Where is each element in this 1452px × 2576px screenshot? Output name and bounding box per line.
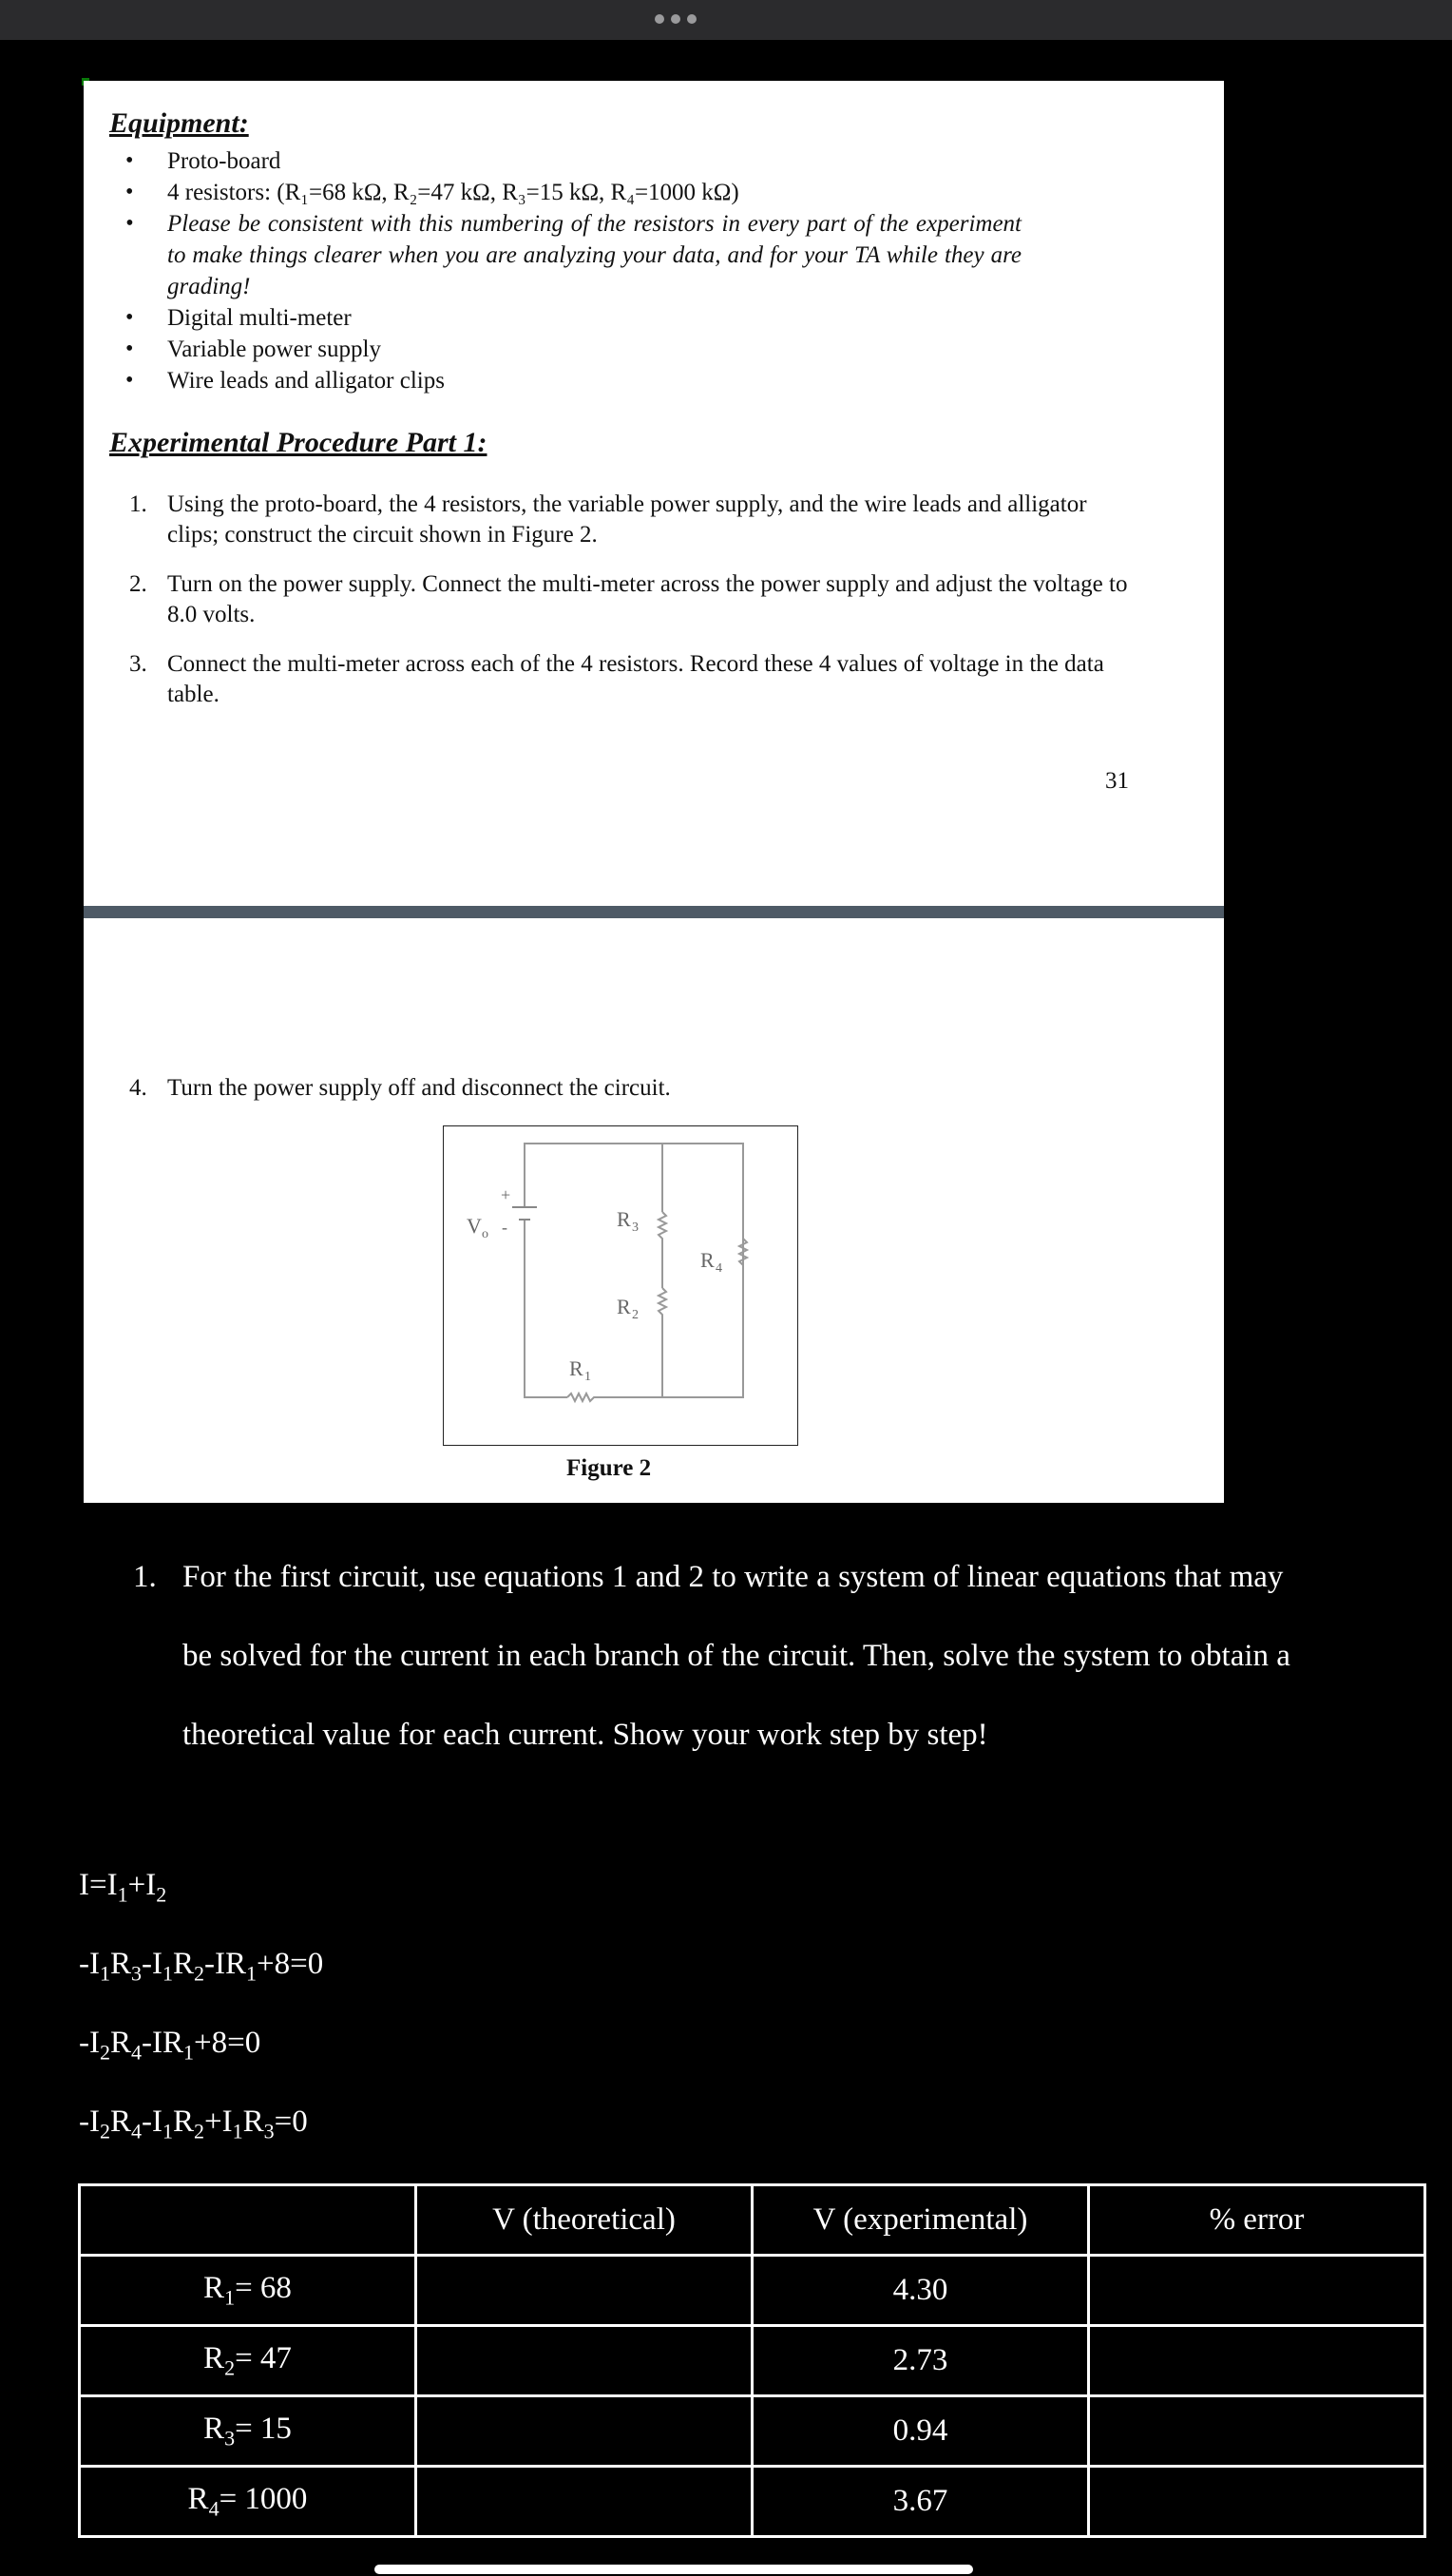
top-bar (0, 0, 1452, 40)
table-row (80, 2396, 1425, 2467)
equipment-item: • Proto-board (84, 145, 1115, 177)
equipment-list (84, 145, 1115, 396)
theoretical-cell (416, 2396, 753, 2467)
circuit-figure (443, 1125, 798, 1446)
r1-sub: 1 (584, 1370, 591, 1384)
table-row (80, 2326, 1425, 2396)
table-header-row (80, 2185, 1425, 2256)
page-separator (84, 906, 1224, 918)
equation-4: $-I_2R_4-I_1R_2+I_1R_3=0$ (79, 2105, 308, 2143)
table-row (80, 2467, 1425, 2537)
r4-label: R (700, 1248, 715, 1272)
circuit-diagram (444, 1126, 796, 1444)
equipment-item: • 4 resistors: (R₁=68 kΩ, R₂=47 kΩ, R₃=15 kΩ, R₄=1000 kΩ) (84, 177, 1115, 208)
experimental-cell: 3.67 (753, 2467, 1089, 2537)
more-options-icon[interactable] (652, 10, 699, 29)
r1-label: R (569, 1356, 583, 1380)
theoretical-cell (416, 2326, 753, 2396)
equipment-heading: Equipment: (109, 107, 249, 139)
minus-sign: - (502, 1218, 507, 1237)
home-indicator[interactable] (374, 2565, 973, 2574)
table-header-cell: V (theoretical) (416, 2185, 753, 2256)
plus-sign: + (501, 1185, 511, 1204)
procedure-steps (84, 490, 1224, 729)
resistor-cell: $R_1= 68$ (80, 2256, 416, 2326)
page-number: 31 (1105, 768, 1129, 794)
r3-label: R (617, 1207, 631, 1231)
question-text: For the first circuit, use equations 1 and 2 to write a system of linear equations that may be solved for the current in each branch of the circuit. Then, solve the system to obtain a theoretical value for each current. Show your work step by step! (182, 1560, 1290, 1752)
procedure-step-4: 4. Turn the power supply off and disconnect the circuit. (129, 1075, 671, 1101)
experimental-cell: 4.30 (753, 2256, 1089, 2326)
resistor-cell: $R_4= 1000$ (80, 2467, 416, 2537)
error-cell (1089, 2467, 1425, 2537)
error-cell (1089, 2396, 1425, 2467)
error-cell (1089, 2326, 1425, 2396)
resistor-cell: $R_2= 47$ (80, 2326, 416, 2396)
r4-sub: 4 (716, 1261, 722, 1276)
equation-1: $I=I_1+I_2$ (79, 1868, 167, 1907)
equipment-note: • Please be consistent with this numbering of the resistors in every part of the experiment to make things clearer when you are analyzing your data, and for your TA while they are grading! (84, 208, 1115, 302)
equation-2: $-I_1R_3-I_1R_2-IR_1+8=0$ (79, 1947, 324, 1986)
vo-sub: o (482, 1227, 488, 1241)
experimental-cell: 0.94 (753, 2396, 1089, 2467)
document-page-1 (84, 81, 1224, 906)
theoretical-cell (416, 2467, 753, 2537)
figure-caption: Figure 2 (566, 1455, 652, 1481)
vo-label: V (467, 1214, 482, 1238)
resistor-cell: $R_3= 15$ (80, 2396, 416, 2467)
procedure-step: 1. Using the proto-board, the 4 resistors, the variable power supply, and the wire leads and alligator clips; construct the circuit shown in Figure 2. (129, 491, 1087, 548)
table-header-cell: % error (1089, 2185, 1425, 2256)
r2-label: R (617, 1295, 631, 1318)
document-page-2 (84, 918, 1224, 1503)
error-cell (1089, 2256, 1425, 2326)
equipment-item: • Variable power supply (84, 334, 1115, 365)
experimental-cell: 2.73 (753, 2326, 1089, 2396)
table-header-cell (80, 2185, 416, 2256)
theoretical-cell (416, 2256, 753, 2326)
question-number: 1. (133, 1560, 157, 1594)
equation-3: $-I_2R_4-IR_1+8=0$ (79, 2026, 261, 2065)
table-row (80, 2256, 1425, 2326)
table-header-cell: V (experimental) (753, 2185, 1089, 2256)
equipment-item: • Wire leads and alligator clips (84, 365, 1115, 396)
equipment-item: • Digital multi-meter (84, 302, 1115, 334)
procedure-step: 2. Turn on the power supply. Connect the multi-meter across the power supply and adjust the voltage to 8.0 volts. (129, 571, 1128, 627)
procedure-step: 3. Connect the multi-meter across each of the 4 resistors. Record these 4 values of voltage in the data table. (129, 651, 1104, 707)
data-table (78, 2183, 1426, 2538)
r3-sub: 3 (632, 1221, 639, 1235)
question (133, 1538, 1302, 1775)
procedure-heading: Experimental Procedure Part 1: (109, 427, 487, 458)
r2-sub: 2 (632, 1308, 639, 1322)
